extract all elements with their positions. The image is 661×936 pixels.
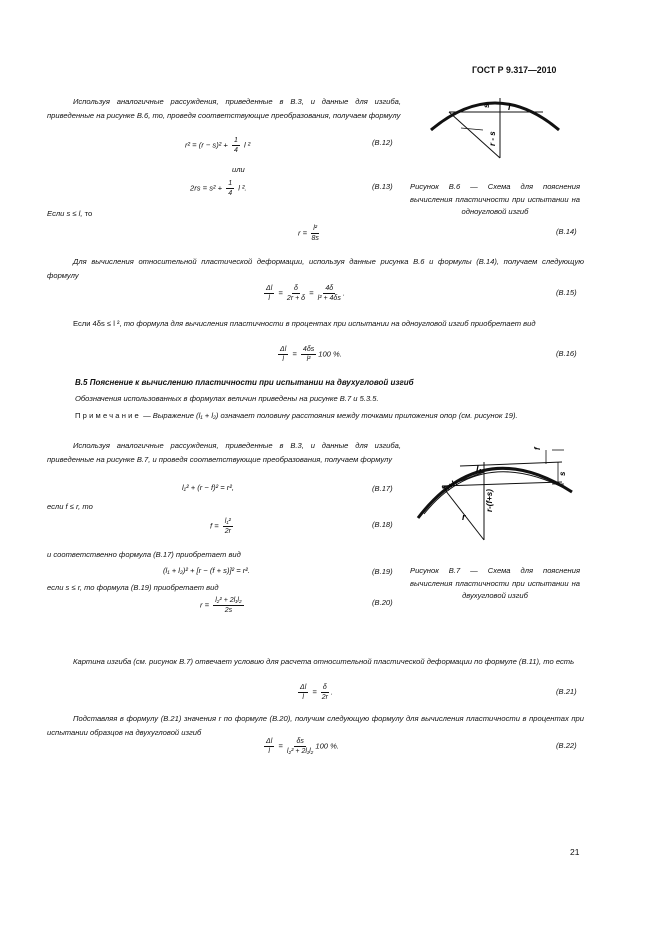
label-r-minus-f-plus-s: r-(f+s) [485,489,494,512]
paragraph: Для вычисления относительной пластической деформации, используя данные рисунка В.6 и формулы (В.14), получаем следующую формулу [47,257,584,280]
paragraph: Картина изгиба (см. рисунок В.7) отвечает условию для расчета относительной пластической деформации по формуле (В.11), то есть [73,657,575,666]
paragraph: Обозначения использованных в формулах величин приведены на рисунке В.7 и 5.3.5. [75,394,379,403]
equation-number: (В.14) [556,227,577,236]
equation-b22: $\frac{\Delta l}{l}$ = $\frac{\delta s}{\text{l₂² + 2l₁l₂}}$ 100 %. [266,738,339,755]
equation-b19: (l₁ + l₂)² + [r − (f + s)]² = r². [163,566,250,575]
condition-text: если s ≤ r, то формула (В.19) приобретает вид [47,583,219,592]
equation-number: (В.17) [372,484,393,493]
label-r: r [462,512,466,522]
equation-b15: $\frac{\Delta l}{l}$ = $\frac{\delta}{2r + \delta}$ = $\frac{4\delta}{\text{l² + 4δs}}$ . [266,285,345,302]
label-f: f [533,447,542,450]
equation-b17: l₁² + (r − f)² = r², [182,483,234,492]
standard-number: ГОСТ Р 9.317—2010 [472,65,557,75]
figure-b7-diagram [412,440,584,560]
equation-b14: r = $\frac{\text{l²}}{8s}$ [298,225,319,242]
paragraph: Если 4δs ≤ l ², то формула для вычисления пластичности в процентах при испытании на одноугловой изгиб приобретает вид [73,319,536,328]
equation-number: (В.13) [372,182,393,191]
equation-b18: f = $\frac{\text{l₁²}}{2r}$ [210,518,231,535]
label-r-minus-s: r - s [488,131,497,146]
equation-number: (В.12) [372,138,393,147]
equation-b21: $\frac{\Delta l}{l}$ = $\frac{\delta}{2r}$ . [300,684,333,701]
paragraph: и соответственно формула (В.17) приобретает вид [47,550,241,559]
figure-b7-caption: Рисунок В.7 — Схема для пояснения вычисления пластичности при испытании на двухугловой изгиб [410,566,580,600]
label-l1-plus-l2: l₁+l₂ [441,477,460,494]
label-l1: l₁ [476,464,482,474]
page-number: 21 [570,847,580,857]
figure-b6-diagram [425,88,565,163]
condition-text: Если s ≤ l, то [47,209,93,218]
label-s: s [558,471,567,476]
equation-b16: $\frac{\Delta l}{l}$ = $\frac{4\delta s}{\text{l²}}$ 100 %. [280,346,342,363]
equation-b13: 2rs = s² + $\frac{1}{4}$ l ². [190,180,247,197]
label-s: s [482,103,491,108]
equation-number: (В.20) [372,598,393,607]
equation-b20: r = $\frac{\text{l₂² + 2l₁l₂}}{2s}$ [200,597,242,614]
section-heading: В.5 Пояснение к вычислению пластичности при испытании на двухугловой изгиб [75,378,414,387]
equation-number: (В.15) [556,288,577,297]
paragraph: Используя аналогичные рассуждения, приведенные в В.3, и данные для изгиба, приведенные на рисунке В.7, и проведя соответствующие преобразования, получаем формулу [47,441,401,464]
note: Примечание — Выражение (l₁ + l₂) означает половину расстояния между точками приложения опор (см. рисунок 19). [75,411,518,420]
equation-number: (В.22) [556,741,577,750]
or-word: или [232,165,245,174]
equation-number: (В.21) [556,687,577,696]
equation-number: (В.19) [372,567,393,576]
paragraph: Используя аналогичные рассуждения, приведенные в В.3, и данные для изгиба, приведенные на рисунке В.6, то, проведя соответствующие преобразования, получаем формулу [47,97,401,120]
equation-number: (В.18) [372,520,393,529]
equation-b12: r² = (r − s)² + $\frac{1}{4}$ l ² [185,137,251,154]
paragraph: Подставляя в формулу (В.21) значения r по формуле (В.20), получим следующую формулу для вычисления пластичности в процентах при испытании образцов на двухугловой изгиб [47,714,584,737]
label-l: l [508,102,511,112]
figure-b6-caption: Рисунок В.6 — Схема для пояснения вычисления пластичности при испытании на одноугловой изгиб [410,182,580,216]
condition-text: если f ≤ r, то [47,502,93,511]
equation-number: (В.16) [556,349,577,358]
